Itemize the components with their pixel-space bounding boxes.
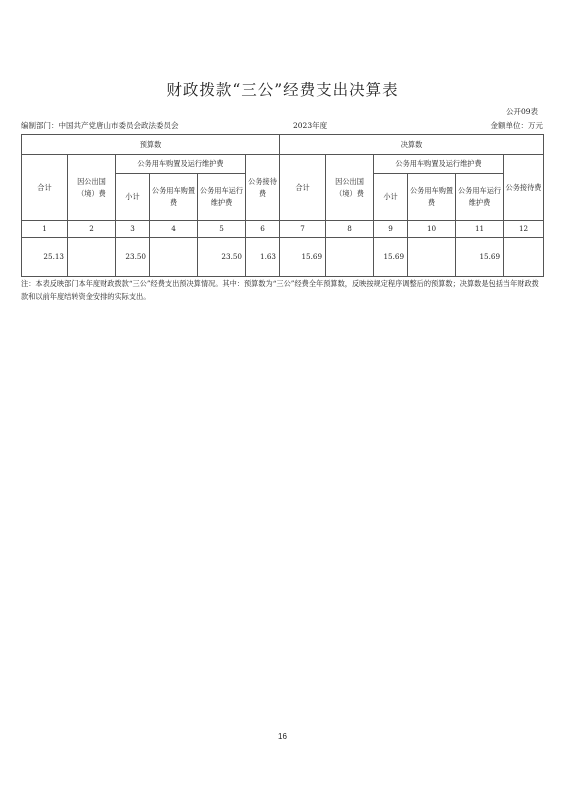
budget-abroad-value: [68, 238, 116, 277]
amount-unit: 金额单位：万元: [490, 121, 543, 130]
form-number: 公开09表: [505, 107, 538, 116]
fiscal-year: 2023年度: [293, 121, 328, 130]
final-vehicle-header: 公务用车购置及运行维护费: [374, 155, 504, 174]
col-number: 1: [22, 221, 68, 238]
final-subtotal-header: 小计: [374, 174, 408, 221]
final-operation-value: 15.69: [456, 238, 504, 277]
final-total-header: 合计: [280, 155, 326, 221]
col-number: 4: [150, 221, 198, 238]
budget-reception-value: 1.63: [246, 238, 280, 277]
budget-operation-value: 23.50: [198, 238, 246, 277]
final-header: 决算数: [280, 135, 544, 155]
budget-header: 预算数: [22, 135, 280, 155]
header-row-1: [22, 135, 544, 155]
compiling-unit: 编制部门：中国共产党唐山市委员会政法委员会: [21, 121, 179, 130]
budget-vehicle-header: 公务用车购置及运行维护费: [116, 155, 246, 174]
col-number: 8: [326, 221, 374, 238]
column-number-row: [22, 221, 544, 238]
final-purchase-header: 公务用车购置费: [408, 174, 456, 221]
final-operation-header: 公务用车运行维护费: [456, 174, 504, 221]
budget-subtotal-value: 23.50: [116, 238, 150, 277]
page-number: 16: [278, 732, 287, 741]
budget-purchase-value: [150, 238, 198, 277]
expense-table: [21, 134, 544, 277]
col-number: 12: [504, 221, 544, 238]
budget-subtotal-header: 小计: [116, 174, 150, 221]
budget-abroad-header: 因公出国（境）费: [68, 155, 116, 221]
footnote: 注：本表反映部门本年度财政拨款“三公”经费支出预决算情况。其中：预算数为“三公”经费全年预算数，反映按规定程序调整后的预算数；决算数是包括当年财政拨款和以前年度结转资金安排的实际支出。: [21, 279, 539, 301]
col-number: 3: [116, 221, 150, 238]
budget-total-header: 合计: [22, 155, 68, 221]
col-number: 11: [456, 221, 504, 238]
final-total-value: 15.69: [280, 238, 326, 277]
col-number: 2: [68, 221, 116, 238]
col-number: 5: [198, 221, 246, 238]
col-number: 6: [246, 221, 280, 238]
final-subtotal-value: 15.69: [374, 238, 408, 277]
data-row: [22, 238, 544, 277]
col-number: 9: [374, 221, 408, 238]
budget-operation-header: 公务用车运行维护费: [198, 174, 246, 221]
final-reception-value: [504, 238, 544, 277]
budget-total-value: 25.13: [22, 238, 68, 277]
budget-purchase-header: 公务用车购置费: [150, 174, 198, 221]
final-abroad-value: [326, 238, 374, 277]
col-number: 7: [280, 221, 326, 238]
final-purchase-value: [408, 238, 456, 277]
col-number: 10: [408, 221, 456, 238]
table-title: 财政拨款“三公”经费支出决算表: [166, 81, 399, 99]
header-row-2: [22, 155, 544, 174]
budget-reception-header: 公务接待费: [246, 155, 280, 221]
final-reception-header: 公务接待费: [504, 155, 544, 221]
meta-row: [21, 120, 543, 132]
final-abroad-header: 因公出国（境）费: [326, 155, 374, 221]
